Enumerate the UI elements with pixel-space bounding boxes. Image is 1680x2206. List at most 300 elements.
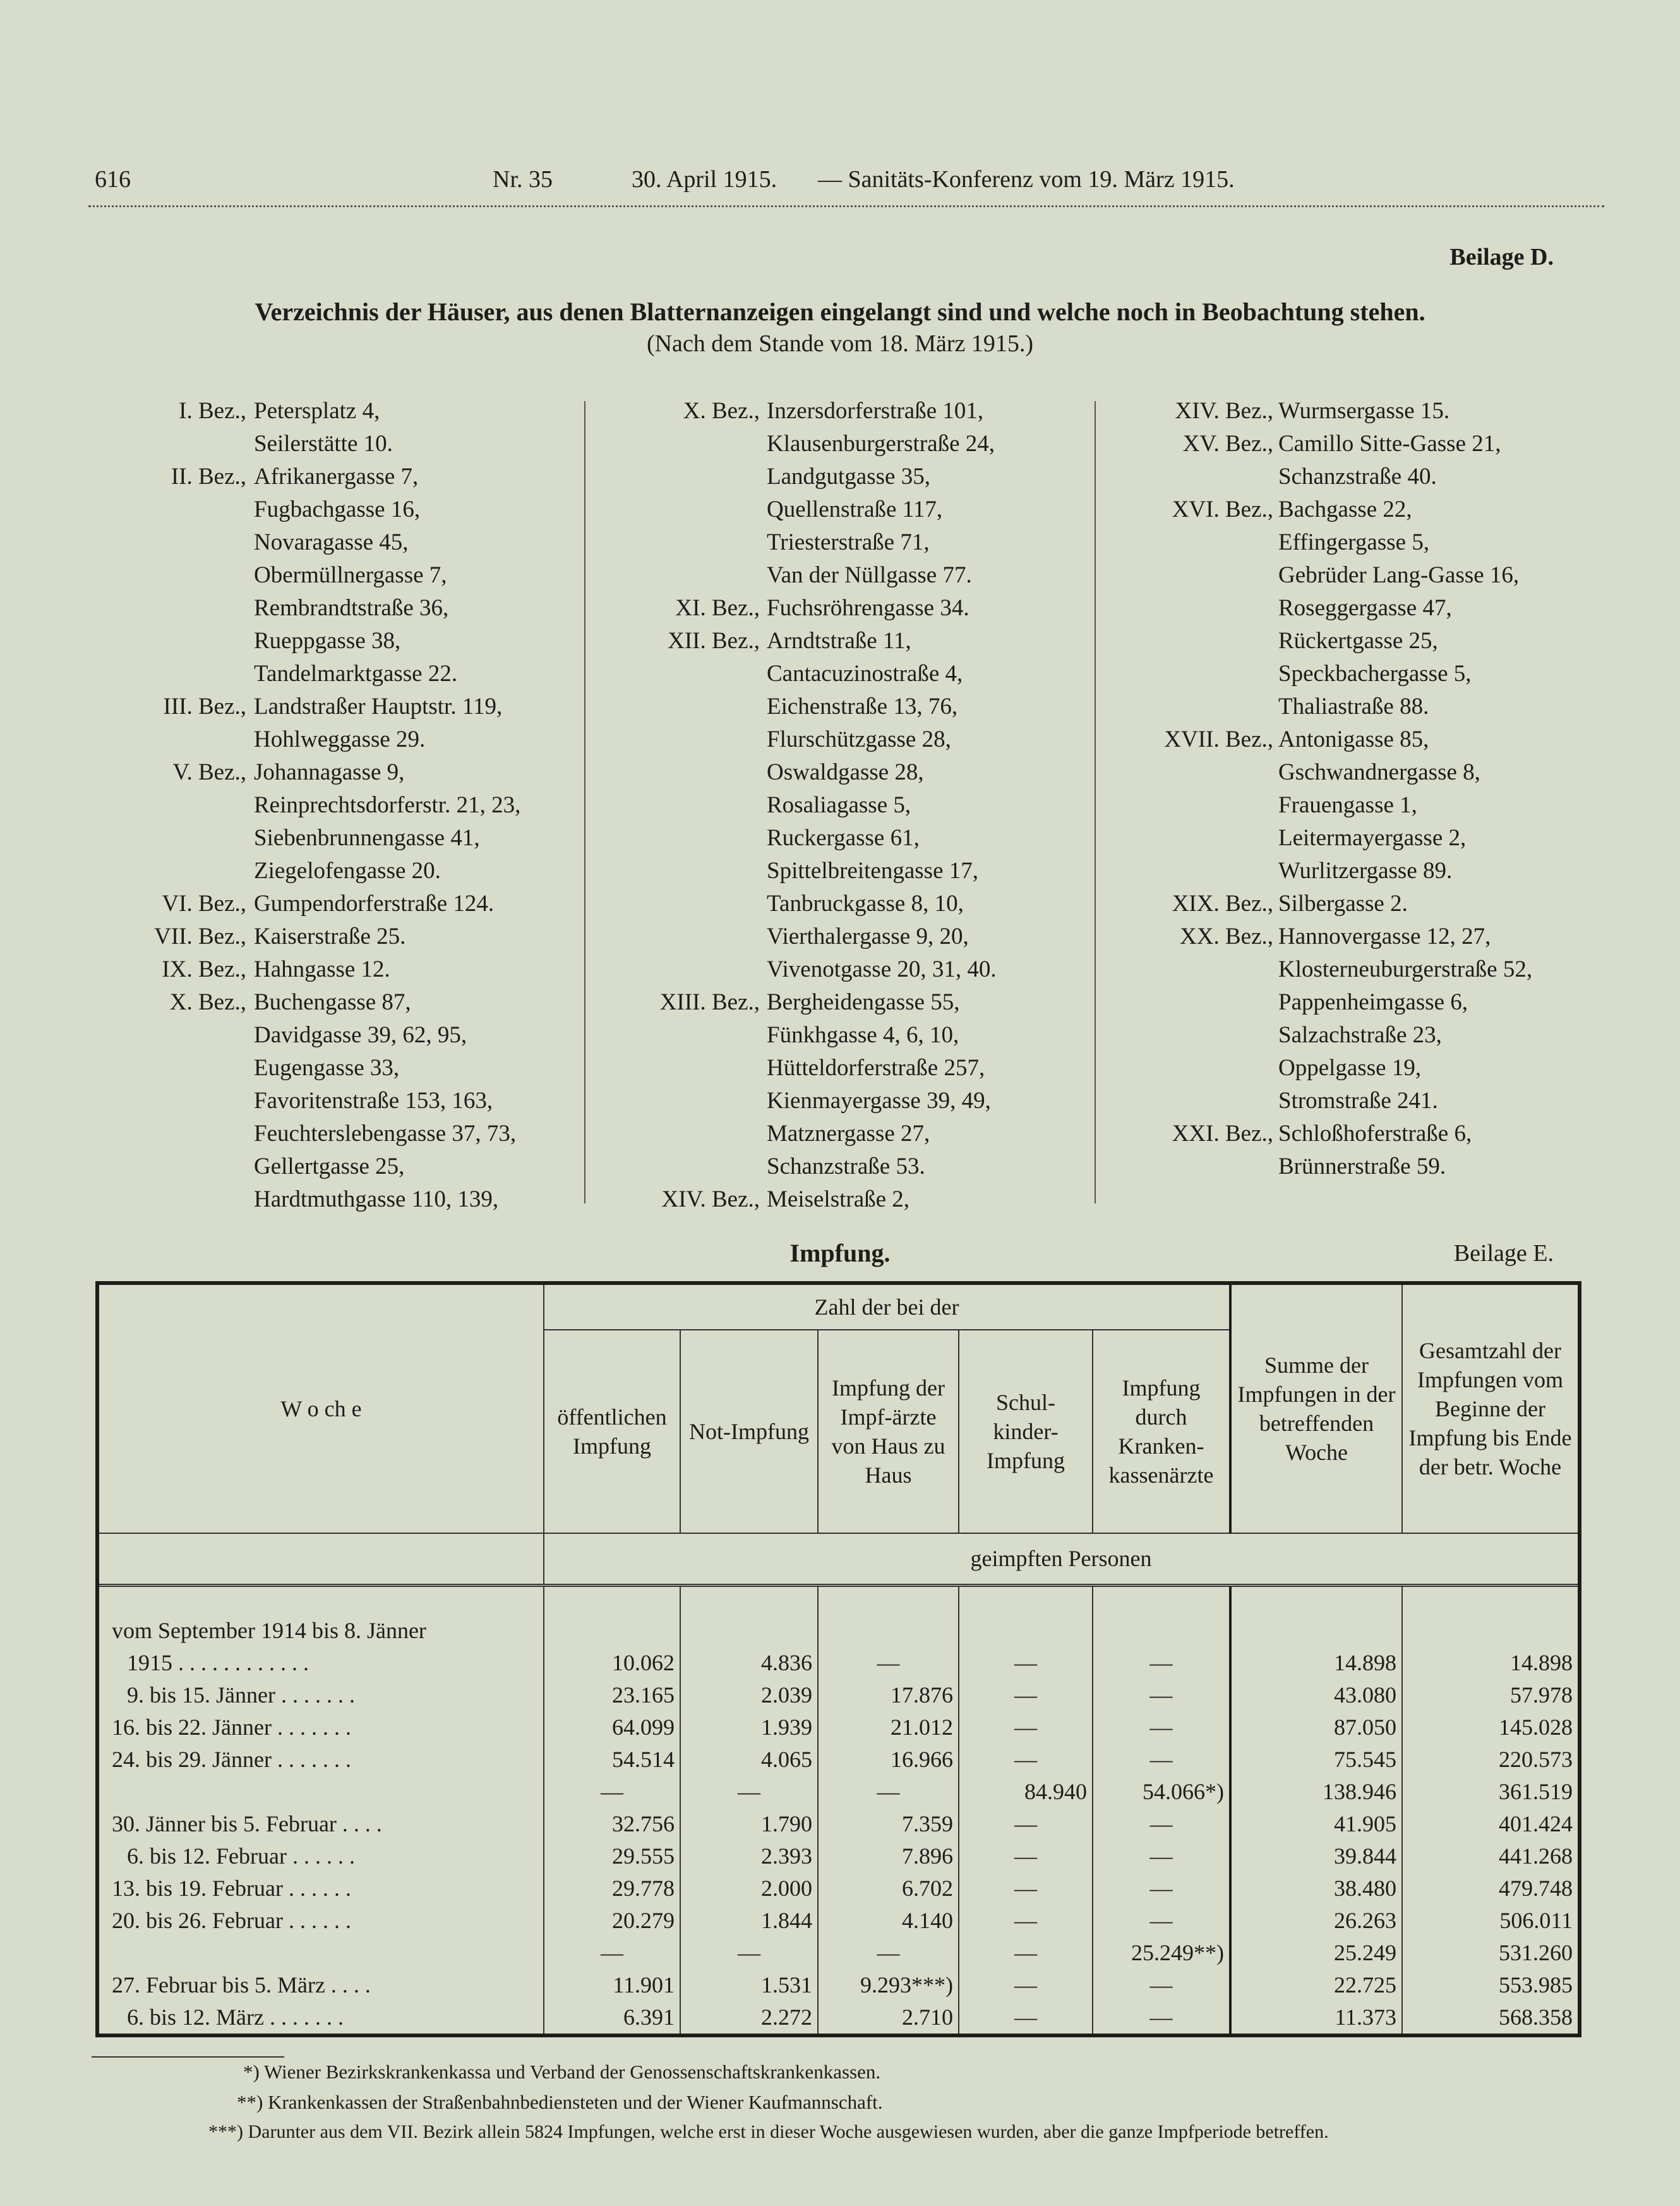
value-cell: 29.778 [544, 1872, 680, 1905]
value-cell: 38.480 [1230, 1872, 1402, 1905]
value-cell: — [959, 1679, 1093, 1711]
street-address: Camillo Sitte-Gasse 21, [1278, 431, 1501, 457]
street-entry [1102, 625, 1652, 658]
street-entry [1102, 953, 1652, 986]
header-personen: geimpften Personen [544, 1533, 1580, 1585]
value-cell: 531.260 [1402, 1937, 1580, 1969]
header-schul: Schul-kinder-Impfung [959, 1330, 1093, 1533]
value-cell: 361.519 [1402, 1776, 1580, 1808]
street-address: Hardtmuthgasse 110, 139, [254, 1186, 499, 1212]
street-address: Kaiserstraße 25. [254, 924, 406, 949]
value-cell: 2.039 [680, 1679, 818, 1711]
value-cell: 441.268 [1402, 1840, 1580, 1872]
street-entry [591, 1085, 1089, 1118]
street-address: Salzachstraße 23, [1278, 1022, 1442, 1048]
street-address: Klausenburgerstraße 24, [767, 431, 995, 457]
value-cell: — [959, 1647, 1093, 1679]
district-label: XII. Bez., [668, 628, 760, 654]
street-address: Buchengasse 87, [254, 989, 411, 1015]
street-address: Schanzstraße 40. [1278, 464, 1437, 490]
week-cell: 30. Jänner bis 5. Februar . . . . [112, 1811, 382, 1836]
value-cell: 23.165 [544, 1679, 680, 1711]
street-address: Matznergasse 27, [767, 1121, 930, 1147]
value-cell: 553.985 [1402, 1969, 1580, 2001]
street-entry [591, 395, 1089, 428]
street-address: Meiselstraße 2, [767, 1186, 910, 1212]
value-cell: 11.373 [1230, 2001, 1402, 2035]
value-cell: 2.710 [818, 2001, 959, 2035]
district-label: X. Bez., [169, 989, 246, 1015]
street-address: Rueppgasse 38, [254, 628, 401, 654]
value-cell: 1.531 [680, 1969, 818, 2001]
street-entry [1102, 1085, 1652, 1118]
value-cell: 14.898 [1402, 1647, 1580, 1679]
street-address: Vivenotgasse 20, 31, 40. [767, 956, 997, 982]
column-divider [584, 401, 585, 1203]
district-label: XVII. Bez., [1164, 726, 1273, 752]
list-title: Verzeichnis der Häuser, aus denen Blatternanzeigen eingelangt sind und welche noch in Beobachtung stehen. [255, 298, 1425, 326]
conference-title: — Sanitäts-Konferenz vom 19. März 1915. [818, 166, 1235, 193]
street-address: Feuchterslebengasse 37, 73, [254, 1121, 517, 1147]
street-entry [95, 1150, 581, 1183]
street-column-2 [591, 395, 1089, 1216]
value-cell: 2.272 [680, 2001, 818, 2035]
street-address: Cantacuzinostraße 4, [767, 661, 963, 687]
street-address: Stromstraße 241. [1278, 1088, 1438, 1114]
street-address: Eugengasse 33, [254, 1055, 400, 1081]
street-address: Petersplatz 4, [254, 398, 380, 424]
street-address: Bachgasse 22, [1278, 497, 1412, 522]
street-address: Afrikanergasse 7, [254, 464, 419, 490]
street-entry [1102, 526, 1652, 559]
street-entry [95, 658, 581, 690]
street-address: Vierthalergasse 9, 20, [767, 924, 969, 949]
value-cell: 57.978 [1402, 1679, 1580, 1711]
street-entry [591, 1118, 1089, 1150]
street-entry [1102, 658, 1652, 690]
week-cell: 24. bis 29. Jänner . . . . . . . [112, 1746, 351, 1772]
value-cell: 138.946 [1230, 1776, 1402, 1808]
table-row [97, 1776, 1580, 1808]
district-label: XIII. Bez., [659, 989, 760, 1015]
street-entry [1102, 789, 1652, 822]
list-subtitle: (Nach dem Stande vom 18. März 1915.) [646, 330, 1034, 357]
value-cell: 145.028 [1402, 1711, 1580, 1744]
street-entry [1102, 723, 1652, 756]
district-label: X. Bez., [683, 398, 760, 424]
week-cell [97, 1776, 544, 1808]
street-address: Fuchsröhrengasse 34. [767, 595, 969, 621]
table-row [97, 1840, 1580, 1872]
street-entry [1102, 1052, 1652, 1085]
street-entry [591, 461, 1089, 493]
street-address: Silbergasse 2. [1278, 891, 1408, 917]
value-cell: 1.939 [680, 1711, 818, 1744]
district-label: XXI. Bez., [1172, 1121, 1273, 1147]
street-entry [95, 723, 581, 756]
value-cell: 401.424 [1402, 1808, 1580, 1840]
table-row [97, 2001, 1580, 2035]
street-entry [1102, 920, 1652, 953]
street-entry [95, 1118, 581, 1150]
value-cell: — [959, 1969, 1093, 2001]
street-entry [1102, 395, 1652, 428]
street-entry [591, 888, 1089, 920]
street-entry [591, 526, 1089, 559]
value-cell: 43.080 [1230, 1679, 1402, 1711]
street-entry [95, 953, 581, 986]
street-address: Inzersdorferstraße 101, [767, 398, 984, 424]
district-label: VI. Bez., [162, 891, 246, 917]
street-address: Hohlweggasse 29. [254, 726, 426, 752]
value-cell: 14.898 [1230, 1647, 1402, 1679]
district-label: XIV. Bez., [1175, 398, 1273, 424]
value-cell: — [959, 1872, 1093, 1905]
value-cell: 41.905 [1230, 1808, 1402, 1840]
street-entry [95, 920, 581, 953]
street-entry [95, 690, 581, 723]
street-entry [95, 822, 581, 855]
value-cell: — [1093, 1647, 1230, 1679]
value-cell: — [959, 2001, 1093, 2035]
value-cell: 26.263 [1230, 1905, 1402, 1937]
street-address: Kienmayergasse 39, 49, [767, 1088, 991, 1114]
street-address: Gumpendorferstraße 124. [254, 891, 495, 917]
value-cell: — [959, 1808, 1093, 1840]
value-cell: — [1093, 1679, 1230, 1711]
header-summe: Summe der Impfungen in der betreffenden Woche [1230, 1283, 1402, 1533]
district-label: II. Bez., [171, 464, 246, 490]
header-gesamt: Gesamtzahl der Impfungen vom Beginne der Impfung bis Ende der betr. Woche [1402, 1283, 1580, 1533]
value-cell: 4.065 [680, 1744, 818, 1776]
street-address: Quellenstraße 117, [767, 497, 943, 522]
value-cell: 4.140 [818, 1905, 959, 1937]
street-address: Seilerstätte 10. [254, 431, 393, 457]
street-address: Landstraßer Hauptstr. 119, [254, 694, 503, 720]
value-cell: 20.279 [544, 1905, 680, 1937]
street-address: Spittelbreitengasse 17, [767, 858, 978, 884]
street-entry [1102, 461, 1652, 493]
street-address: Davidgasse 39, 62, 95, [254, 1022, 467, 1048]
value-cell: 21.012 [818, 1711, 959, 1744]
street-address: Antonigasse 85, [1278, 726, 1429, 752]
street-address: Klosterneuburgerstraße 52, [1278, 956, 1533, 982]
street-address: Leitermayergasse 2, [1278, 825, 1467, 851]
street-entry [591, 1150, 1089, 1183]
street-entry [1102, 1118, 1652, 1150]
street-entry [95, 986, 581, 1019]
district-label: XX. Bez., [1180, 924, 1273, 949]
vaccination-table [95, 1281, 1581, 2037]
value-cell: 479.748 [1402, 1872, 1580, 1905]
street-entry [95, 559, 581, 592]
value-cell: — [818, 1776, 959, 1808]
footnote-3: ***) Darunter aus dem VII. Bezirk allein 5824 Impfungen, welche erst in dieser Woche ausgewiesen wurden, aber die ganze Impfperiode betreffen. [208, 2121, 1329, 2142]
street-entry [95, 461, 581, 493]
week-cell: vom September 1914 bis 8. Jänner [112, 1617, 426, 1643]
value-cell: 2.000 [680, 1872, 818, 1905]
value-cell [680, 1596, 818, 1647]
street-address: Landgutgasse 35, [767, 464, 930, 490]
table-row [97, 1744, 1580, 1776]
street-entry [591, 493, 1089, 526]
value-cell: 29.555 [544, 1840, 680, 1872]
column-divider [1095, 401, 1096, 1203]
street-entry [95, 395, 581, 428]
issue-number: Nr. 35 [493, 166, 553, 193]
street-address: Hahngasse 12. [254, 956, 390, 982]
value-cell: 2.393 [680, 1840, 818, 1872]
table-row [97, 1647, 1580, 1679]
street-address: Schanzstraße 53. [767, 1154, 925, 1179]
street-entry [95, 493, 581, 526]
street-address: Triesterstraße 71, [767, 529, 930, 555]
impfung-title: Impfung. [789, 1239, 891, 1267]
value-cell: 9.293***) [818, 1969, 959, 2001]
header-kassen: Impfung durch Kranken-kassenärzte [1093, 1330, 1230, 1533]
street-address: Rückertgasse 25, [1278, 628, 1438, 654]
street-entry [591, 559, 1089, 592]
street-entry [591, 1183, 1089, 1216]
footnote-1: *) Wiener Bezirkskrankenkassa und Verband der Genossenschaftskrankenkassen. [243, 2061, 881, 2083]
street-address: Oswaldgasse 28, [767, 759, 924, 785]
page-number: 616 [95, 166, 131, 193]
value-cell: 4.836 [680, 1647, 818, 1679]
page-header [95, 166, 1383, 197]
street-address: Johannagasse 9, [254, 759, 405, 785]
table-row [97, 1969, 1580, 2001]
street-entry [95, 1019, 581, 1052]
street-address: Arndtstraße 11, [767, 628, 911, 654]
street-entry [95, 428, 581, 461]
street-entry [95, 1183, 581, 1216]
street-address: Wurlitzergasse 89. [1278, 858, 1453, 884]
value-cell: — [959, 1937, 1093, 1969]
value-cell: — [544, 1937, 680, 1969]
table-row [97, 1596, 1580, 1647]
street-entry [591, 822, 1089, 855]
value-cell: — [1093, 1905, 1230, 1937]
value-cell: — [818, 1647, 959, 1679]
header-rule [88, 205, 1604, 207]
value-cell: — [680, 1937, 818, 1969]
street-entry [1102, 986, 1652, 1019]
street-address: Rosaliagasse 5, [767, 792, 911, 818]
value-cell: 17.876 [818, 1679, 959, 1711]
street-address: Tanbruckgasse 8, 10, [767, 891, 964, 917]
street-address: Tandelmarktgasse 22. [254, 661, 458, 687]
value-cell [544, 1596, 680, 1647]
value-cell: — [1093, 1840, 1230, 1872]
street-entry [591, 625, 1089, 658]
table-row [97, 1808, 1580, 1840]
street-address: Gellertgasse 25, [254, 1154, 405, 1179]
week-cell: 9. bis 15. Jänner . . . . . . . [127, 1682, 355, 1708]
value-cell: — [959, 1905, 1093, 1937]
week-cell: 13. bis 19. Februar . . . . . . [112, 1875, 351, 1901]
value-cell: — [544, 1776, 680, 1808]
value-cell [1402, 1596, 1580, 1647]
street-address: Rembrandtstraße 36, [254, 595, 449, 621]
week-cell: 27. Februar bis 5. März . . . . [112, 1972, 371, 1998]
street-entry [591, 592, 1089, 625]
value-cell: 1.844 [680, 1905, 818, 1937]
street-address: Eichenstraße 13, 76, [767, 694, 958, 720]
value-cell: — [1093, 1969, 1230, 2001]
street-column-3 [1102, 395, 1652, 1216]
value-cell: — [1093, 1744, 1230, 1776]
street-address: Schloßhoferstraße 6, [1278, 1121, 1472, 1147]
street-entry [591, 1019, 1089, 1052]
beilage-e-label: Beilage E. [1453, 1240, 1554, 1267]
street-address: Wurmsergasse 15. [1278, 398, 1450, 424]
value-cell [1230, 1596, 1402, 1647]
value-cell: 54.514 [544, 1744, 680, 1776]
value-cell: — [1093, 1711, 1230, 1744]
street-entry [95, 756, 581, 789]
value-cell: 11.901 [544, 1969, 680, 2001]
beilage-d-label: Beilage D. [1449, 244, 1554, 270]
value-cell: — [959, 1840, 1093, 1872]
week-cell: 6. bis 12. März . . . . . . . [127, 2004, 344, 2030]
header-oeffentlich: öffentlichen Impfung [544, 1330, 680, 1533]
value-cell: 75.545 [1230, 1744, 1402, 1776]
street-entry [1102, 690, 1652, 723]
district-label: XV. Bez., [1182, 431, 1273, 457]
week-cell: 1915 . . . . . . . . . . . . [127, 1649, 309, 1675]
street-entry [95, 1052, 581, 1085]
value-cell: — [680, 1776, 818, 1808]
street-entry [591, 658, 1089, 690]
value-cell: 84.940 [959, 1776, 1093, 1808]
street-entry [591, 920, 1089, 953]
value-cell: — [959, 1711, 1093, 1744]
district-label: V. Bez., [172, 759, 246, 785]
street-entry [95, 625, 581, 658]
table-row [97, 1937, 1580, 1969]
value-cell [818, 1596, 959, 1647]
value-cell: — [1093, 1872, 1230, 1905]
value-cell: — [1093, 2001, 1230, 2035]
street-entry [591, 690, 1089, 723]
week-cell: 20. bis 26. Februar . . . . . . [112, 1907, 351, 1933]
street-entry [1102, 592, 1652, 625]
value-cell: 64.099 [544, 1711, 680, 1744]
street-address: Pappenheimgasse 6, [1278, 989, 1468, 1015]
footnote-rule [92, 2056, 284, 2058]
district-label: XIX. Bez., [1172, 891, 1273, 917]
district-label: III. Bez., [163, 694, 246, 720]
value-cell: 25.249**) [1093, 1937, 1230, 1969]
street-address: Fugbachgasse 16, [254, 497, 421, 522]
value-cell [959, 1596, 1093, 1647]
issue-date: 30. April 1915. [632, 166, 777, 193]
district-label: XVI. Bez., [1172, 497, 1273, 522]
value-cell: 568.358 [1402, 2001, 1580, 2035]
street-address: Hütteldorferstraße 257, [767, 1055, 985, 1081]
street-entry [1102, 855, 1652, 888]
table-row [97, 1679, 1580, 1711]
value-cell: — [959, 1744, 1093, 1776]
street-entry [1102, 428, 1652, 461]
street-address: Gebrüder Lang-Gasse 16, [1278, 562, 1520, 588]
street-address: Brünnerstraße 59. [1278, 1154, 1446, 1179]
street-address: Thaliastraße 88. [1278, 694, 1429, 720]
street-address: Oppelgasse 19, [1278, 1055, 1422, 1081]
district-label: XI. Bez., [675, 595, 760, 621]
street-address: Van der Nüllgasse 77. [767, 562, 972, 588]
value-cell: 16.966 [818, 1744, 959, 1776]
district-label: I. Bez., [179, 398, 246, 424]
street-address: Reinprechtsdorferstr. 21, 23, [254, 792, 521, 818]
district-label: VII. Bez., [154, 924, 246, 949]
header-haus: Impfung der Impf-ärzte von Haus zu Haus [818, 1330, 959, 1533]
header-separator [97, 1585, 1580, 1596]
value-cell [1093, 1596, 1230, 1647]
value-cell: 39.844 [1230, 1840, 1402, 1872]
street-entry [1102, 1150, 1652, 1183]
street-entry [1102, 888, 1652, 920]
value-cell: 220.573 [1402, 1744, 1580, 1776]
street-entry [591, 855, 1089, 888]
value-cell: 1.790 [680, 1808, 818, 1840]
header-not: Not-Impfung [680, 1330, 818, 1533]
street-entry [591, 1052, 1089, 1085]
street-address: Frauengasse 1, [1278, 792, 1417, 818]
value-cell: 506.011 [1402, 1905, 1580, 1937]
street-entry [591, 986, 1089, 1019]
value-cell: 54.066*) [1093, 1776, 1230, 1808]
header-group: Zahl der bei der [544, 1283, 1230, 1330]
footnotes [0, 2061, 1680, 2155]
street-address: Obermüllnergasse 7, [254, 562, 447, 588]
table-row [97, 1872, 1580, 1905]
street-address: Novaragasse 45, [254, 529, 409, 555]
value-cell: 87.050 [1230, 1711, 1402, 1744]
street-address: Favoritenstraße 153, 163, [254, 1088, 493, 1114]
street-column-1 [95, 395, 581, 1216]
table-row [97, 1905, 1580, 1937]
value-cell: 7.359 [818, 1808, 959, 1840]
street-entry [591, 428, 1089, 461]
street-entry [95, 1085, 581, 1118]
week-cell [97, 1937, 544, 1969]
value-cell: 25.249 [1230, 1937, 1402, 1969]
street-address: Hannovergasse 12, 27, [1278, 924, 1491, 949]
street-address: Bergheidengasse 55, [767, 989, 960, 1015]
header-woche: W o ch e [97, 1283, 544, 1533]
street-entry [1102, 559, 1652, 592]
value-cell: 32.756 [544, 1808, 680, 1840]
week-cell: 6. bis 12. Februar . . . . . . [127, 1843, 355, 1869]
value-cell: — [1093, 1808, 1230, 1840]
street-entry [591, 789, 1089, 822]
street-entry [95, 855, 581, 888]
street-address: Roseggergasse 47, [1278, 595, 1452, 621]
street-address: Fünkhgasse 4, 6, 10, [767, 1022, 959, 1048]
street-entry [1102, 822, 1652, 855]
street-entry [1102, 756, 1652, 789]
street-entry [95, 789, 581, 822]
value-cell: 7.896 [818, 1840, 959, 1872]
street-address: Effingergasse 5, [1278, 529, 1430, 555]
street-address: Ruckergasse 61, [767, 825, 920, 851]
value-cell: 6.702 [818, 1872, 959, 1905]
street-entry [95, 592, 581, 625]
district-label: XIV. Bez., [661, 1186, 760, 1212]
street-address: Flurschützgasse 28, [767, 726, 951, 752]
street-address: Speckbachergasse 5, [1278, 661, 1472, 687]
